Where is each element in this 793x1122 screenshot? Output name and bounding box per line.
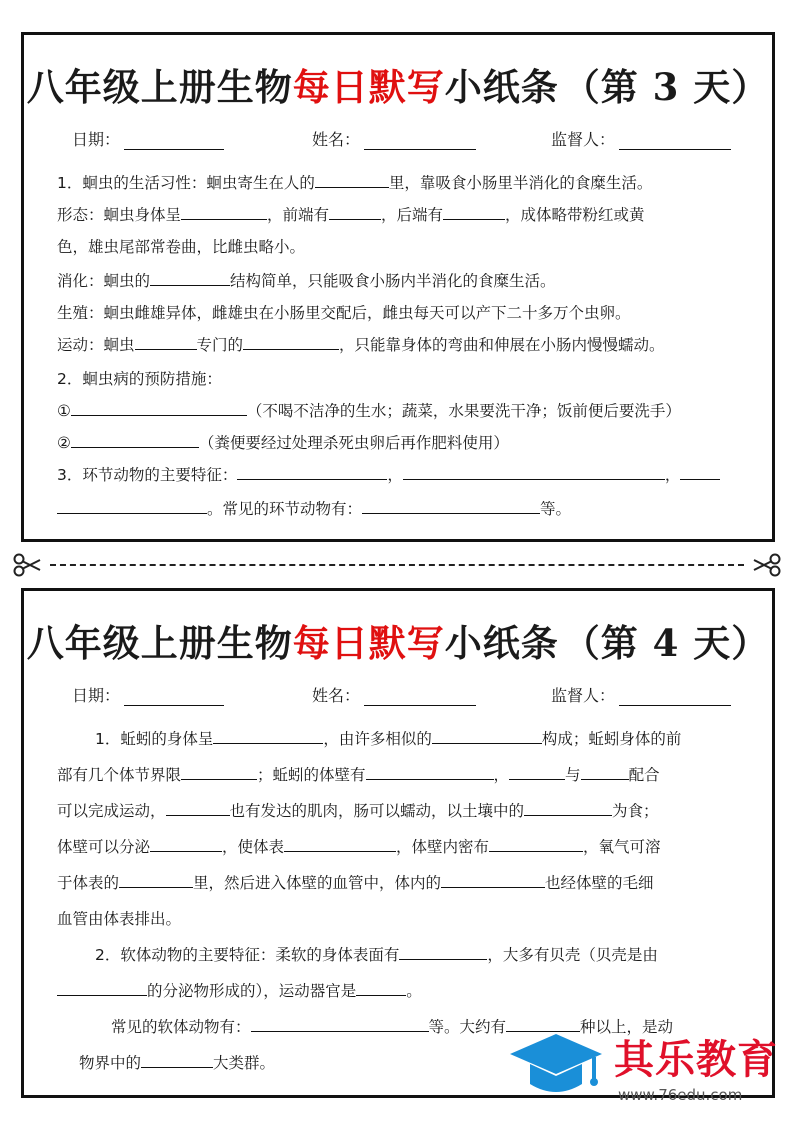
blank[interactable]	[166, 799, 230, 816]
blank[interactable]	[57, 979, 147, 996]
question-line: 常见的软体动物有： 等。大约有 种以上，是动	[111, 1015, 673, 1037]
title-suffix: 小纸条	[444, 621, 559, 665]
blank[interactable]	[399, 943, 487, 960]
brand-name: 其乐教育	[614, 1037, 778, 1083]
name-field[interactable]: 姓名：	[312, 127, 476, 150]
cut-line	[12, 553, 782, 577]
blank[interactable]	[135, 333, 197, 350]
blank[interactable]	[441, 871, 545, 888]
blank[interactable]	[432, 727, 542, 744]
question-line: 。常见的环节动物有： 等。	[57, 497, 571, 519]
blank[interactable]	[71, 431, 199, 448]
brand-url: www.76edu.com	[618, 1086, 743, 1104]
title-highlight: 每日默写	[292, 65, 445, 109]
blank[interactable]	[443, 203, 505, 220]
title-suffix: 小纸条	[444, 65, 559, 109]
dictation-card-day-3	[21, 32, 775, 542]
blank[interactable]	[524, 799, 612, 816]
title-prefix: 八年级上册生物	[26, 621, 293, 665]
title-highlight: 每日默写	[292, 621, 445, 665]
blank[interactable]	[57, 497, 207, 514]
date-field[interactable]: 日期：	[72, 683, 224, 706]
blank[interactable]	[680, 463, 720, 480]
date-field[interactable]: 日期：	[72, 127, 224, 150]
meta-row	[24, 683, 772, 711]
blank[interactable]	[403, 463, 665, 480]
question-line: 血管由体表排出。	[57, 910, 182, 928]
question-line: 形态：蛔虫身体呈 ，前端有 ，后端有 ，成体略带粉红或黄	[57, 203, 645, 225]
blank[interactable]	[181, 203, 267, 220]
graduation-cap-icon	[508, 1030, 604, 1102]
blank[interactable]	[71, 399, 247, 416]
name-field[interactable]: 姓名：	[312, 683, 476, 706]
question-line: 2．蛔虫病的预防措施：	[57, 370, 222, 388]
title-day: （第 3 天）	[562, 65, 770, 109]
blank[interactable]	[284, 835, 396, 852]
blank[interactable]	[356, 979, 406, 996]
question-line: 1．蚯蚓的身体呈 ，由许多相似的 构成；蚯蚓身体的前	[95, 727, 681, 749]
question-line: ② （粪便要经过处理杀死虫卵后再作肥料使用）	[57, 431, 509, 453]
question-line: 2．软体动物的主要特征：柔软的身体表面有 ，大多有贝壳（贝壳是由	[95, 943, 658, 965]
question-line: 的分泌物形成的），运动器官是 。	[57, 979, 422, 1001]
blank[interactable]	[243, 333, 339, 350]
blank[interactable]	[119, 871, 193, 888]
blank[interactable]	[181, 763, 257, 780]
meta-row	[24, 127, 772, 155]
blank[interactable]	[366, 763, 494, 780]
supervisor-field[interactable]: 监督人：	[551, 683, 731, 706]
question-line: 部有几个体节界限 ；蚯蚓的体壁有 ， 与 配合	[57, 763, 660, 785]
brand-logo	[508, 1022, 788, 1117]
question-line: 体壁可以分泌 ，使体表 ，体壁内密布 ，氧气可溶	[57, 835, 661, 857]
card-title	[24, 57, 772, 111]
scissors-icon	[12, 553, 42, 577]
question-line: 可以完成运动， 也有发达的肌肉，肠可以蠕动，以土壤中的 为食；	[57, 799, 659, 821]
question-line: 运动：蛔虫 专门的 ，只能靠身体的弯曲和伸展在小肠内慢慢蠕动。	[57, 333, 665, 355]
blank[interactable]	[251, 1015, 429, 1032]
blank[interactable]	[237, 463, 387, 480]
blank[interactable]	[329, 203, 381, 220]
question-line: ① （不喝不洁净的生水；蔬菜，水果要洗干净；饭前便后要洗手）	[57, 399, 681, 421]
question-line: 消化：蛔虫的 结构简单，只能吸食小肠内半消化的食糜生活。	[57, 269, 556, 291]
question-line: 于体表的 里，然后进入体壁的血管中，体内的 也经体壁的毛细	[57, 871, 654, 893]
question-line: 色，雄虫尾部常卷曲，比雌虫略小。	[57, 238, 306, 256]
blank[interactable]	[581, 763, 629, 780]
supervisor-field[interactable]: 监督人：	[551, 127, 731, 150]
blank[interactable]	[213, 727, 323, 744]
blank[interactable]	[509, 763, 565, 780]
scissors-icon	[752, 553, 782, 577]
blank[interactable]	[141, 1051, 213, 1068]
title-prefix: 八年级上册生物	[26, 65, 293, 109]
question-line: 生殖：蛔虫雌雄异体，雌雄虫在小肠里交配后，雌虫每天可以产下二十多万个虫卵。	[57, 304, 631, 322]
title-day: （第 4 天）	[562, 621, 770, 665]
blank[interactable]	[150, 269, 230, 286]
card-title	[24, 613, 772, 667]
question-line: 3．环节动物的主要特征： ， ，	[57, 463, 720, 485]
blank[interactable]	[362, 497, 540, 514]
blank[interactable]	[315, 171, 389, 188]
blank[interactable]	[489, 835, 583, 852]
question-line: 1．蛔虫的生活习性：蛔虫寄生在人的 里，靠吸食小肠里半消化的食糜生活。	[57, 171, 652, 193]
blank[interactable]	[150, 835, 222, 852]
question-line: 物界中的 大类群。	[79, 1051, 275, 1073]
